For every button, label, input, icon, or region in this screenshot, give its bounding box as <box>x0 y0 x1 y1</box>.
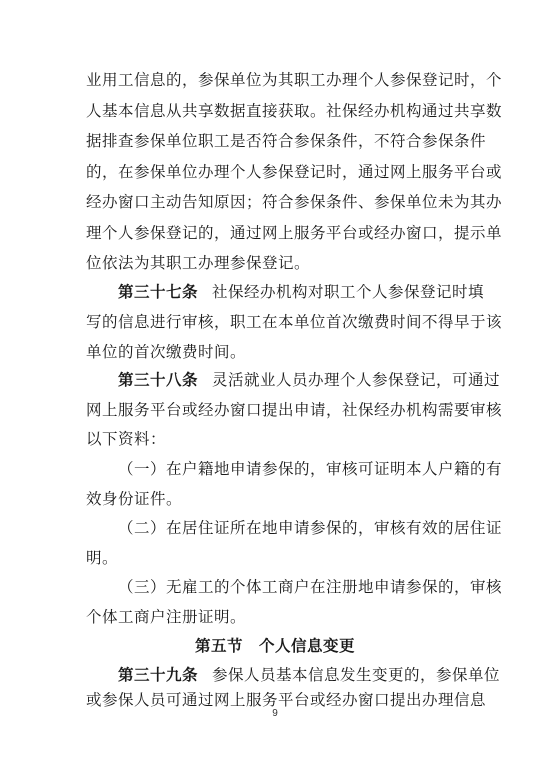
paragraph-line: 理个人参保登记的，通过网上服务平台或经办窗口，提示单 <box>86 224 503 242</box>
article-39-first-line <box>118 665 500 685</box>
paragraph-line: 人基本信息从共享数据直接获取。社保经办机构通过共享数 <box>86 102 503 120</box>
article-38-line: 网上服务平台或经办窗口提出申请，社保经办机构需要审核 <box>86 401 503 419</box>
article-38-label: 第三十八条 <box>118 370 199 389</box>
paragraph-line: 经办窗口主动告知原因；符合参保条件、参保单位未为其办 <box>86 193 503 211</box>
list-item-3-line: 个体工商户注册证明。 <box>86 608 247 626</box>
paragraph-line: 业用工信息的，参保单位为其职工办理个人参保登记时，个 <box>86 71 503 89</box>
paragraph-line: 据排查参保单位职工是否符合参保条件，不符合参保条件 <box>86 132 487 150</box>
article-39-line: 或参保人员可通过网上服务平台或经办窗口提出办理信息 <box>86 691 487 709</box>
article-38-first-line <box>118 370 500 390</box>
article-37-first-line <box>118 282 484 302</box>
list-item-2-line: 明。 <box>86 549 119 567</box>
article-37-label: 第三十七条 <box>118 282 199 301</box>
article-37-text: 社保经办机构对职工个人参保登记时填 <box>212 283 485 301</box>
list-item-3-line: （三）无雇工的个体工商户在注册地申请参保的，审核 <box>118 578 503 596</box>
section-heading: 第五节 个人信息变更 <box>194 636 355 655</box>
article-39-label: 第三十九条 <box>118 665 199 684</box>
page-number: 9 <box>272 708 278 719</box>
article-38-line: 以下资料： <box>86 430 167 448</box>
paragraph-line: 的，在参保单位办理个人参保登记时，通过网上服务平台或 <box>86 163 503 181</box>
article-39-text: 参保人员基本信息发生变更的，参保单位 <box>212 666 501 684</box>
article-37-line: 单位的首次缴费时间。 <box>86 343 247 361</box>
list-item-1-line: （一）在户籍地申请参保的，审核可证明本人户籍的有 <box>118 460 503 478</box>
article-37-line: 写的信息进行审核，职工在本单位首次缴费时间不得早于该 <box>86 313 503 331</box>
list-item-2-line: （二）在居住证所在地申请参保的，审核有效的居住证 <box>118 519 503 537</box>
list-item-1-line: 效身份证件。 <box>86 490 183 508</box>
paragraph-line: 位依法为其职工办理参保登记。 <box>86 254 311 272</box>
article-38-text: 灵活就业人员办理个人参保登记，可通过 <box>212 371 501 389</box>
